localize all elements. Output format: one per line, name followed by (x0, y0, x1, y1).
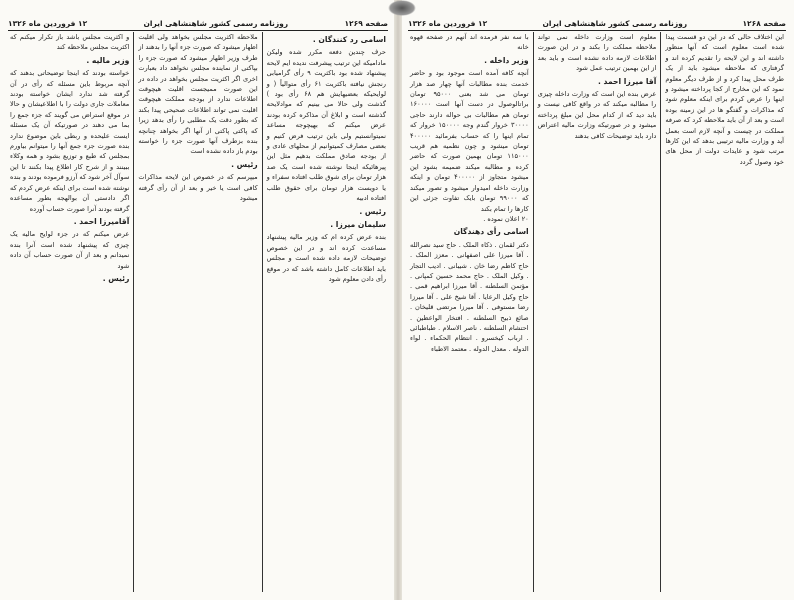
paragraph: و اکثریت مجلس باشد باز تکرار میکنم که اکثریت مجلس ملاحظه کند (10, 33, 130, 52)
text-column (6, 32, 134, 592)
page-header (8, 18, 388, 31)
speaker-heading: رئیس . (231, 159, 258, 169)
text-column (263, 32, 390, 592)
text-column (661, 32, 788, 592)
issue-date: ۱۲ فروردین ماه ۱۳۲۶ (408, 19, 488, 28)
paragraph: میپرسم که در خصوص این لایحه مذاکرات کافی است یا خیر و بعد از آن رأی گرفته میشود (138, 173, 258, 203)
speaker-heading: اسامی رأی دهندگان (453, 227, 529, 237)
speaker-heading: وزیر داخله . (484, 55, 529, 65)
page-fold (394, 0, 402, 600)
speaker-heading: وزیر مالیه . (86, 55, 130, 65)
paragraph: ملاحظه اکثریت مجلس بخواهد ولی اقلیت اظهار میشود که صورت جزء آنها را بدهند از طرف وزیر اظهار میشود که صورت جزء را بپاکتی از نماینده مجلس نخواهد داد بعبارت اخری اگر اکثریت مجلس بخواهد در داده در این صورت ممیجست اقلیت هیچوقت اطلاعات ندارد از بودجه مملکت هیچوقت اقلیت نمی تواند اطلاعات صحیحی پیدا بکند که بطور دقت یک مطلبی را رأی بدهد زیرا که پاکتی پاکتی از آنها اگر بخواهد چنانچه بنده بزطرف آنها صورت جزء را خواسته بودم باز داده نشده است (138, 33, 258, 156)
speaker-heading: آقامیرزا احمد . (73, 216, 130, 226)
newspaper-title: روزنامه رسمی کشور شاهنشاهی ایران (143, 19, 289, 28)
page-number: صفحه ۱۲۶۸ (742, 19, 786, 28)
paragraph: عرض بنده این است که وزارت داخله چیزی را مطالبه میکند که در واقع کافی نیست و باید دید که از کدام محل این مبلغ پرداخته میشود و در صورتیکه وزارت مالیه اعتراض دارد باید توضیحات کافی بدهند (537, 90, 657, 140)
speaker-heading: رئیس . (359, 206, 386, 216)
left-page (0, 0, 396, 600)
text-column (406, 32, 534, 592)
text-column (134, 32, 262, 592)
text-column (534, 32, 662, 592)
paragraph: آنچه کافه آمده است موجود بود و حاضر خدمت بنده مطالبات آنها چهار صد هزار تومان می شد بعنی ۹۵۰۰۰ تومان براتالوصول در دست آنها است ۱۶۰۰۰۰ تومان هم مطالبات بی حواله دارند حاجی ۳۰۰۰۰ خروار گندم وجه ۱۵۰۰۰۰ خروار که تمام اینها را که حساب بفرمائید ۴۰۰۰۰۰ تومان میشود و چون نظمیه هم قریب ۱۱۵۰۰۰ تومان بهمین صورت که حاضر کرده و مطالبه میکند ضمیمه بشود این میشود متجاوز از ۴۰۰۰۰۰ تومان و اینکه وزارت داخله امیدوار میشود و تصور میکند که ۹۹۰۰۰ تومان بایک تفاوت جزئی این کارها را تمام بکند (409, 69, 529, 213)
paragraph: این اختلاف حالی که در این دو قسمت پیدا شده است معلوم است که آنها منظور داشته اند و این لایحه را تقدیم کرده اند و گرفتاری که ملاحظه میشود باید از یک طرف محل پیدا کرد و از طرف دیگر معلوم نمود که این مخارج از کجا پرداخته میشود و اینها را عرض کردم برای اینکه معلوم شود که مذاکرات و گفتگو ها در این زمینه بوده است و بعد از آن باید ملاحظه کرد که صرفه مملکت در چیست و آنچه لازم است بعمل آید و وزارت مالیه ترتیبی بدهد که این کارها مرتب شود و عایدات دولت از محل های خود وصول گردد (665, 33, 784, 166)
speaker-heading: اسامی رد کنندگان . (312, 35, 386, 44)
newspaper-title: روزنامه رسمی کشور شاهنشاهی ایران (542, 19, 688, 28)
paragraph: با سه نفر فرمده اند آنهم در صفحه قهوه خانه (409, 33, 529, 52)
paragraph: خواسته بودند که اینجا توضیحاتی بدهند که آنچه مربوط باین مسئله که رأی در آن گرفته شد ندارد ایشان خواسته بودند معاملات جاری دولت را با اطلاعیشان و حالا در موقع استراض می گویند که جزء جمع را بما می دهند در صورتیکه آن یک مسئله ایست علیحده و ربطی باین موضوع ندارد بنده صورت جزء جمع آنها را میتوانم بیاورم بمجلس که طبع و توزیع بشود و همه وکلاء ببینند و از شرح کار اطلاع پیدا بکنند تا این سوآل آخر شود که آرزو فرموده بودند و بنده نوشته شده است برای اینکه عرض کردم که اگر دادستی آن بوالهجه بطور مساعده گرفته بودند آنرا صورت حساب آورده (10, 69, 130, 213)
issue-date: ۱۲ فروردین ماه ۱۳۲۶ (8, 19, 88, 28)
page-header (408, 18, 786, 31)
speaker-heading: آقا میرزا احمد . (598, 76, 657, 86)
right-page (400, 0, 794, 600)
columns (6, 32, 390, 592)
speaker-heading: سلیمان میرزا . (330, 219, 386, 229)
paragraph: معلوم است وزارت داخله نمی تواند ملاحظه مملکت را بکند و در این صورت اطلاعات لازمه داده نشده است و باید بعد از این بهمین ترتیب عمل شود (537, 33, 657, 73)
speaker-heading: رئیس . (102, 273, 130, 283)
paragraph: عرض میکنم که در جزء لوایح مالیه یک چیزی که پیشنهاد شده است آنرا بنده نمیدانم و بعد از آن صورت حساب آن داده شود (10, 230, 130, 270)
paragraph: دکتر لقمان . ذکاء الملک . حاج سید نصرالله . آقا میرزا علی اصفهانی . معزز الملک . حاج کاظم رضا خان . شیبانی . ادیب التجار . وکیل الملک . حاج محمد حسین کمپانی . مؤتمن السلطنه . آقا میرزا ابراهیم قمی . حاج وکیل الرعایا . آقا شیخ علی . آقا میرزا رضا مستوفی . آقا میرزا مرتضی قلیخان . صائع ذبیح السلطنه . افتخار الواعظین . احتشام السلطنه . ناصر الاسلام . طباطبائی . ارباب کیخسرو . انتظام الحکماء . لواء الدوله . معدل الدوله . معتمد الاطباء (409, 240, 529, 353)
paragraph: ۲۰ اعلان نموده . (483, 214, 529, 223)
paragraph: بنده عرض کرده ام که وزیر مالیه پیشنهاد مساعدت کرده اند و در این خصوص توضیحات لازمه داده شده است و مجلس باید اطلاعات کامل داشته باشد که در موقع رأی دادن معلوم شود (266, 233, 386, 283)
scan-smudge (388, 0, 416, 16)
paragraph: حرف چندین دفعه مکرر شده ولیکن مادامیکه این ترتیب پیشرفت ندیده ایم لایحه پیشنهاد شده بود باکثریت ۹ رأی گرامیابی رنجش نیافته باکثریت ۶۱ رأی متوالیاً ( و لوایحیکه بعضیهایش هم ۶۸ رأی بود ) گذشت ولی حالا می بینیم که موادلایحه گذشته است و ابلاغ آن مذاکره کرده بودند عرض میکنم که بهیچوجه مساعد نمیتوانستیم ولی باین ترتیب فرض کنیم و بعضی مصارف کمیتوانیم از محلهای عادی و از بودجه صادق مملکت بدهیم مثل این پیرهائیکه اینجا نوشته شده است یک صد هزار تومان برای شوق طلب افتاده سفراء و یا دویست هزار تومان برای حقوق طلب افتاده ادبیه (266, 48, 387, 203)
columns (406, 32, 788, 592)
page-number: صفحه ۱۲۶۹ (344, 19, 388, 28)
